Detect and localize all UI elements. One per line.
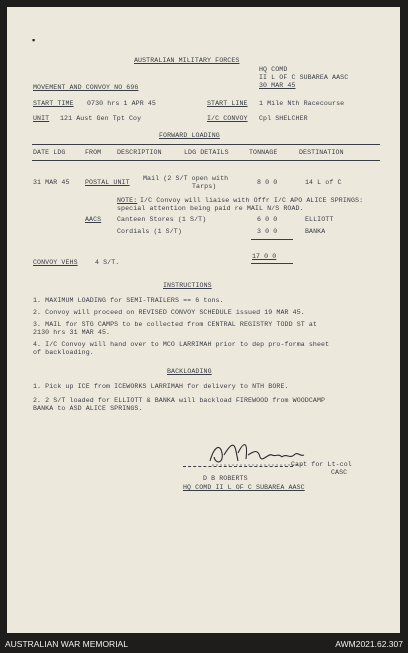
row1-tonnage: 8 0 0 — [257, 179, 278, 186]
note-line-1: I/C Convoy will liaise with Offr I/C APO ALICE SPRINGS: — [140, 197, 364, 204]
total-tonnage: 17 0 0 — [252, 253, 277, 260]
start-line-label: START LINE — [207, 100, 248, 107]
signature-hq: HQ COMD II L OF C SUBAREA AASC — [183, 484, 305, 491]
col-destination: DESTINATION — [299, 149, 344, 156]
instruction-4-cont: of backloading. — [33, 349, 94, 356]
note-line-2: special attention being paid re MAIL N/S ROAD. — [117, 205, 304, 212]
instruction-3: 3. MAIL for STG CAMPS to be collected from CENTRAL REGISTRY TODD ST at — [33, 321, 317, 328]
ic-convoy-value: Cpl SHELCHER — [259, 115, 308, 122]
footer-catalog-id: AWM2021.62.307 — [335, 639, 403, 649]
footer-bar — [0, 635, 408, 653]
start-time-value: 0730 hrs 1 APR 45 — [87, 100, 156, 107]
unit-label: UNIT — [33, 115, 50, 122]
backloading-1: 1. Pick up ICE from ICEWORKS LARRIMAH for delivery to NTH BORE. — [33, 383, 289, 390]
row1-date: 31 MAR 45 — [33, 179, 70, 186]
row3-description: Cordials (1 S/T) — [117, 228, 182, 235]
start-time-label: START TIME — [33, 100, 74, 107]
instructions-heading: INSTRUCTIONS — [163, 282, 212, 289]
col-date: DATE LDG — [33, 149, 66, 156]
unit-value: 121 Aust Gen Tpt Coy — [60, 115, 142, 122]
col-ldg-details: LDG DETAILS — [184, 149, 229, 156]
instruction-2: 2. Convoy will proceed on REVISED CONVOY SCHEDULE issued 19 MAR 45. — [33, 309, 305, 316]
movement-number: MOVEMENT AND CONVOY NO 696 — [33, 84, 139, 91]
backloading-2-cont: BANKA to ASD ALICE SPRINGS. — [33, 405, 143, 412]
document-page — [7, 7, 400, 633]
signature-role: CASC — [331, 469, 348, 476]
col-from: FROM — [85, 149, 102, 156]
row1-destination: 14 L of C — [305, 179, 342, 186]
row1-from: POSTAL UNIT — [85, 179, 130, 186]
row3-tonnage: 3 0 0 — [257, 228, 278, 235]
signature-line — [183, 466, 293, 467]
signature-name: D B ROBERTS — [203, 475, 248, 482]
col-description: DESCRIPTION — [117, 149, 162, 156]
hq-line-1: HQ COMD — [259, 66, 288, 73]
table-top-rule — [32, 144, 380, 145]
start-line-value: 1 Mile Nth Racecourse — [259, 100, 345, 107]
backloading-2: 2. 2 S/T loaded for ELLIOTT & BANKA will backload FIREWOOD from WOODCAMP — [33, 397, 326, 404]
row2-destination: ELLIOTT — [305, 216, 334, 223]
punch-mark: ▪ — [32, 35, 36, 45]
document-date: 30 MAR 45 — [259, 82, 296, 89]
convoy-vehs-label: CONVOY VEHS — [33, 259, 78, 266]
row3-destination: BANKA — [305, 228, 326, 235]
total-rule-top — [251, 239, 293, 240]
backloading-heading: BACKLOADING — [167, 368, 212, 375]
row2-description: Canteen Stores (1 S/T) — [117, 216, 207, 223]
document-title: AUSTRALIAN MILITARY FORCES — [134, 57, 240, 64]
row2-tonnage: 6 0 0 — [257, 216, 278, 223]
forward-loading-heading: FORWARD LOADING — [159, 132, 220, 139]
signature-rank: Capt for Lt-col — [291, 461, 352, 468]
footer-institution: AUSTRALIAN WAR MEMORIAL — [5, 639, 128, 649]
table-header-rule — [32, 160, 380, 161]
instruction-3-cont: 2130 hrs 31 MAR 45. — [33, 329, 111, 336]
instruction-1: 1. MAXIMUM LOADING for SEMI-TRAILERS == 6 tons. — [33, 297, 224, 304]
col-tonnage: TONNAGE — [249, 149, 278, 156]
row1-description: Mail (2 S/T open with — [143, 175, 229, 182]
total-rule-bottom — [251, 263, 293, 264]
note-label: NOTE: — [117, 197, 138, 204]
aacs-label: AACS — [85, 216, 102, 223]
row1-description-2: Tarps) — [192, 183, 217, 190]
hq-line-2: II L OF C SUBAREA AASC — [259, 74, 349, 81]
ic-convoy-label: I/C CONVOY — [207, 115, 248, 122]
instruction-4: 4. I/C Convoy will hand over to MCO LARRIMAH prior to dep pro-forma sheet — [33, 341, 330, 348]
convoy-vehs-value: 4 S/T. — [95, 259, 120, 266]
